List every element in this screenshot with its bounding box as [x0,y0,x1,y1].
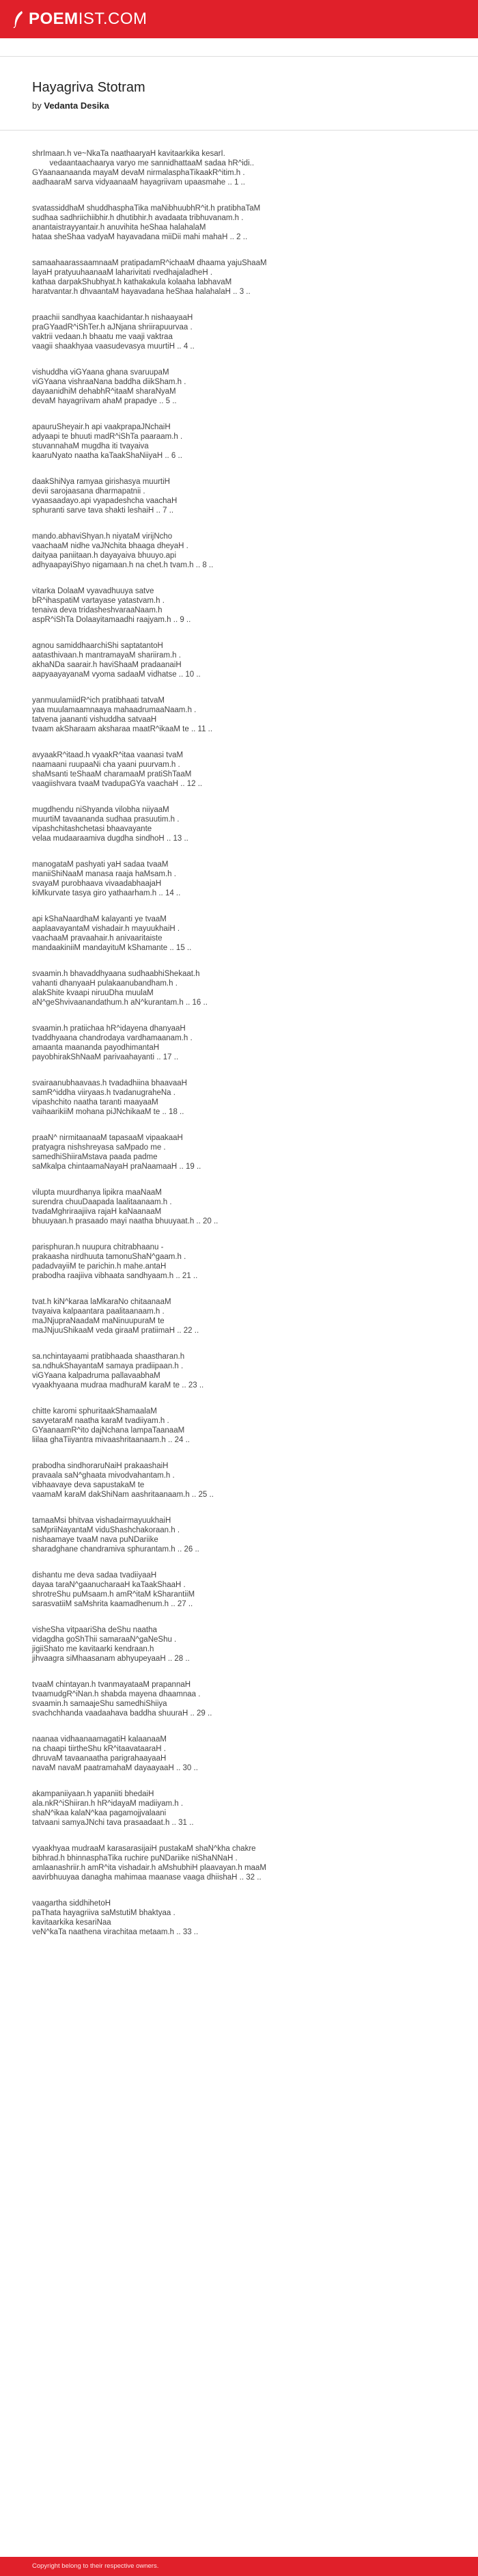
verse-line: shrotreShu puMsaam.h amR^itaM kSharantiiM [32,1590,195,1599]
verse-line: bR^ihaspatiM vartayase yatastvam.h . [32,597,165,605]
stanza [32,1789,449,1828]
verse-line: kaaruNyato naatha kaTaakShaNiiyaH .. 6 .. [32,452,182,460]
author-name[interactable]: Vedanta Desika [44,100,109,111]
verse-line: sa.ndhukShayantaM samaya pradiipaan.h . [32,1362,184,1370]
verse-line: sharadghane chandramiva sphurantam.h .. 26 .. [32,1545,199,1554]
verse-line: vibhaavaye deva sapustakaM te [32,1481,145,1489]
verse-line: mando.abhaviShyan.h niyataM virijNcho [32,532,173,541]
verse-line: svaamin.h samaajeShu samedhiShiiya [32,1700,167,1708]
verse-line: amlaanashriir.h amR^ita vishadair.h aMshubhiH plaavayan.h maaM [32,1864,266,1872]
verse-line: GYaanaanaanda mayaM devaM nirmalasphaTikaakR^itim.h . [32,169,245,177]
verse-line: tatvena jaananti vishuddha satvaaH [32,716,157,724]
verse-line: devaM hayagriivam ahaM prapadye .. 5 .. [32,397,177,405]
verse-line: sudhaa sadhriichiibhir.h dhutibhir.h avadaata tribhuvanam.h . [32,214,244,222]
stanza [32,1407,449,1445]
verse-line: svayaM purobhaava vivaadabhaajaH [32,880,162,888]
stanza [32,204,449,242]
verse-line: praachii sandhyaa kaachidantar.h nishaayaaH [32,314,193,322]
verse-line: jihvaagra siMhaasanam abhyupeyaaH .. 28 .. [32,1655,190,1663]
byline [32,100,109,111]
stanza [32,149,449,187]
verse-line: vilupta muurdhanya lipikra maaNaaM [32,1189,162,1197]
verse-line: amaanta maananda payodhimantaH [32,1044,160,1052]
verse-line: sa.nchintayaami pratibhaada shaastharan.h [32,1353,185,1361]
verse-line: tamaaMsi bhitvaa vishadairmayuukhaiH [32,1517,171,1525]
stanza [32,313,449,351]
verse-line: svaamin.h bhavaddhyaana sudhaabhiShekaat.h [32,970,200,978]
verse-line: daityaa paniitaan.h dayayaiva bhuuyo.api [32,552,176,560]
verse-line: pratyagra nishshreyasa saMpado me . [32,1143,166,1152]
verse-line: tvat.h kiN^karaa laMkaraNo chitaanaaM [32,1298,171,1306]
verse-line: viGYaana kalpadruma pallavaabhaM [32,1372,160,1380]
verse-line: GYaanaamR^ito dajNchana lampaTaanaaM [32,1426,185,1435]
stanza [32,368,449,406]
verse-line: pravaala saN^ghaata mivodvahantam.h . [32,1472,175,1480]
verse-line: tvaamudgR^iNan.h shabda mayena dhaamnaa . [32,1690,201,1698]
verse-line: svaamin.h pratiichaa hR^idayena dhanyaaH [32,1025,186,1033]
stanza [32,1516,449,1554]
verse-line: tenaiva deva tridasheshvaraaNaam.h [32,606,163,614]
stanza [32,914,449,953]
stanza [32,860,449,898]
verse-line: devii sarojaasana dharmapatnii . [32,487,145,496]
verse-line: jigiiShato me kavitaarki kendraan.h [32,1645,154,1653]
verse-line: prakaasha nirdhuuta tamonuShaN^gaam.h . [32,1253,186,1261]
stanza [32,477,449,515]
verse-line: velaa mudaaraamiva dugdha sindhoH .. 13 .. [32,835,188,843]
verse-line: stuvannahaM mugdha iti tvayaiva [32,442,149,450]
verse-line: tvayaiva kalpaantara paalitaanaam.h . [32,1307,165,1316]
verse-line: dhruvaM tavaanaatha parigrahaayaaH [32,1754,167,1763]
verse-line: surendra chuuDaapada laalitaanaam.h . [32,1198,172,1206]
verse-line: prabodha sindhoraruNaiH prakaashaiH [32,1462,169,1470]
verse-line: vaihaarikiiM mohana piJNchikaaM te .. 18 .. [32,1108,184,1116]
site-header [0,0,478,38]
stanza [32,422,449,461]
verse-line: vedaantaachaarya varyo me sannidhattaaM sadaa hR^idi.. [32,159,255,167]
verse-line: navaM navaM paatramahaM dayaayaaH .. 30 .. [32,1764,198,1772]
verse-line: dayaanidhiM dehabhR^itaaM sharaNyaM [32,388,176,396]
verse-line: tvaaM chintayan.h tvanmayataaM prapannaH [32,1681,191,1689]
verse-line: aavirbhuuyaa danagha mahimaa maanase vaaga dhiishaH .. 32 .. [32,1873,262,1882]
verse-line: viGYaana vishraaNana baddha diikSham.h . [32,378,186,386]
verse-line: liilaa ghaTiiyantra mivaashritaanaam.h .. 24 .. [32,1436,190,1444]
header-divider [0,56,478,57]
verse-line: agnou samiddhaarchiShi saptatantoH [32,642,163,650]
verse-line: sarasvatiiM saMshrita kaamadhenum.h .. 27 .. [32,1600,193,1608]
verse-line: maJNjuuShikaaM veda giraaM pratiimaH .. 22 .. [32,1327,199,1335]
verse-line: vipashchito naatha taranti maayaaM [32,1098,158,1107]
verse-line: vipashchitashchetasi bhaavayante [32,825,152,833]
stanza [32,1844,449,1882]
stanza [32,1297,449,1336]
verse-line: samR^iddha viiryaas.h tvadanugraheNa . [32,1089,175,1097]
verse-line: bhuuyaan.h prasaado mayi naatha bhuuyaat.h .. 20 .. [32,1217,219,1225]
verse-line: daakShiNya ramyaa girishasya muurtiH [32,478,170,486]
site-footer [0,2557,478,2576]
stanza [32,1571,449,1609]
stanza [32,1243,449,1281]
verse-line: praGYaadR^iShTer.h aJNjana shriirapuurvaa . [32,323,193,331]
stanza [32,805,449,843]
verse-line: maJNjupraNaadaM maNinuupuraM te [32,1317,165,1325]
verse-line: akhaNDa saarair.h haviShaaM pradaanaiH [32,661,182,669]
stanza [32,1735,449,1773]
copyright-text: Copyright belong to their respective owners. [32,2562,159,2570]
stanza [32,969,449,1007]
verse-line: svairaanubhaavaas.h tvadadhiina bhaavaaH [32,1079,187,1087]
verse-line: veN^kaTa naathena virachitaa metaam.h .. 33 .. [32,1928,199,1936]
verse-line: shaMsanti teShaaM charamaaM pratiShTaaM [32,770,192,778]
verse-line: vahanti dhanyaaH pulakaanubandham.h . [32,979,178,988]
site-logo-text: POEMIST.COM [29,10,147,28]
verse-line: naanaa vidhaanaamagatiH kalaanaaM [32,1735,167,1744]
verse-line: muurtiM tavaananda sudhaa prasuutim.h . [32,815,180,824]
stanza [32,258,449,297]
stanza [32,1461,449,1500]
stanza [32,532,449,570]
verse-line: aspR^iShTa Dolaayitamaadhi raajyam.h .. 9 .. [32,616,191,624]
stanza [32,1352,449,1390]
verse-line: tvaddhyaana chandrodaya vardhamaanam.h . [32,1034,193,1042]
verse-line: aatasthivaan.h mantramayaM shariiram.h . [32,651,181,660]
verse-line: saMpriiNayantaM viduShashchakoraan.h . [32,1526,180,1534]
verse-line: anantaistrayyantair.h anuvihita heShaa halahalaM [32,223,206,232]
stanza [32,1079,449,1117]
verse-line: maniiShiNaaM manasa raaja haMsam.h . [32,870,176,878]
verse-line: visheSha vitpaariSha deShu naatha [32,1626,157,1634]
verse-line: tvaam akSharaam aksharaa maatR^ikaaM te .. 11 .. [32,725,213,733]
verse-line: samedhiShiiraMstava paada padme [32,1153,158,1161]
verse-line: svatassiddhaM shuddhasphaTika maNibhuubhR^it.h pratibhaTaM [32,204,261,213]
poem-body [32,149,449,1953]
verse-line: bibhrad.h bhinnasphaTika ruchire puNDariike niShaNNaH . [32,1854,238,1862]
stanza [32,641,449,679]
verse-line: prabodha raajiiva vibhaata sandhyaam.h .. 21 .. [32,1272,198,1280]
verse-line: dayaa taraN^gaanucharaaH kaTaakShaaH . [32,1581,186,1589]
verse-line: svachchhanda vaadaahava baddha shuuraH .. 29 .. [32,1709,212,1718]
verse-line: naamaani ruupaaNi cha yaani puurvam.h . [32,761,180,769]
verse-line: adyaapi te bhuuti madR^iShTa paaraam.h . [32,433,183,441]
verse-line: manogataM pashyati yaH sadaa tvaaM [32,860,169,869]
verse-line: tvadaMghriraajiiva rajaH kaNaanaaM [32,1208,162,1216]
verse-line: parisphuran.h nuupura chitrabhaanu - [32,1243,164,1251]
stanza [32,1899,449,1937]
verse-line: praaN^ nirmitaanaaM tapasaaM vipaakaaH [32,1134,183,1142]
verse-line: vitarka DolaaM vyavadhuuya satve [32,587,154,595]
verse-line: aN^geShvivaanandathum.h aN^kurantam.h .. 16 .. [32,999,208,1007]
verse-line: vyaasaadayo.api vyapadeshcha vaachaH [32,497,178,505]
verse-line: kathaa darpakShubhyat.h kathakakula kolaaha labhavaM [32,278,232,286]
verse-line: aaplaavayantaM vishadair.h mayuukhaiH . [32,925,180,933]
verse-line: vidagdha goShThii samaraaN^gaNeShu . [32,1636,177,1644]
verse-line: paThata hayagriiva saMstutiM bhaktyaa . [32,1909,175,1917]
verse-line: api kShaNaardhaM kalayanti ye tvaaM [32,915,167,923]
verse-line: haratvantar.h dhvaantaM hayavadana heShaa halahalaH .. 3 .. [32,288,251,296]
stanza [32,696,449,734]
stanza [32,1680,449,1718]
verse-line: avyaakR^itaad.h vyaakR^itaa vaanasi tvaM [32,751,184,759]
verse-line: mugdhendu niShyanda vilobha niiyaaM [32,806,169,814]
feather-icon [12,10,25,28]
verse-line: vaktrii vedaan.h bhaatu me vaaji vaktraa [32,333,173,341]
stanza [32,1133,449,1171]
site-logo[interactable] [12,9,147,29]
verse-line: vyaakhyaa mudraaM karasarasijaiH pustakaM shaN^kha chakre [32,1845,256,1853]
verse-line: vaamaM karaM dakShiNam aashritaanaam.h .. 25 .. [32,1491,214,1499]
verse-line: shaN^ikaa kalaN^kaa pagamojjvalaani [32,1809,167,1817]
stanza [32,1024,449,1062]
verse-line: hataa sheShaa vadyaM hayavadana miiDii mahi mahaH .. 2 .. [32,233,248,241]
stanza [32,1188,449,1226]
verse-line: yanmuulamiidR^ich pratibhaati tatvaM [32,696,165,705]
title-divider [0,130,478,131]
verse-line: sphuranti sarve tava shakti leshaiH .. 7 .. [32,506,174,515]
verse-line: layaH pratyuuhaanaaM laharivitati rvedhajaladheH . [32,269,213,277]
verse-line: na chaapi tiirtheShu kR^itaavataaraH . [32,1745,166,1753]
byline-prefix: by [32,100,42,111]
verse-line: kavitaarkika kesariNaa [32,1919,111,1927]
verse-line: payobhirakShNaaM parivaahayanti .. 17 .. [32,1053,179,1061]
verse-line: mandaakiniiM mandayituM kShamante .. 15 .. [32,944,192,952]
verse-line: nishaamaye tvaaM nava puNDariike [32,1536,158,1544]
stanza [32,1625,449,1664]
verse-line: chitte karomi sphuritaakShamaalaM [32,1407,157,1415]
verse-line: samaahaarassaamnaaM pratipadamR^ichaaM dhaama yajuShaaM [32,259,267,267]
stanza [32,750,449,789]
verse-line: saMkalpa chintaamaNayaH praNaamaaH .. 19 .. [32,1163,201,1171]
verse-line: tatvaani samyaJNchi tava prasaadaat.h .. 31 .. [32,1819,194,1827]
verse-line: aadhaaraM sarva vidyaanaaM hayagriivam upaasmahe .. 1 .. [32,178,245,187]
verse-line: vaagii shaakhyaa vaasudevasya muurtiH .. 4 .. [32,342,195,351]
verse-line: kiMkurvate tasya giro yathaarham.h .. 14 .. [32,889,181,897]
verse-line: yaa muulamaamnaaya mahaadrumaaNaam.h . [32,706,197,714]
verse-line: aapyaayayanaM vyoma sadaaM vidhatse .. 10 .. [32,670,201,679]
verse-line: vishuddha viGYaana ghana svaruupaM [32,368,169,377]
verse-line: vyaakhyaana mudraa madhuraM karaM te .. 23 .. [32,1381,204,1389]
verse-line: alakShite kvaapi niruuDha muulaM [32,989,154,997]
verse-line: dishantu me deva sadaa tvadiiyaaH [32,1571,157,1580]
verse-line: adhyaapayiShyo nigamaan.h na chet.h tvam.h .. 8 .. [32,561,214,569]
verse-line: vaagiishvara tvaaM tvadupaGYa vaachaH .. 12 .. [32,780,203,788]
verse-line: akampaniiyaan.h yapaniiti bhedaiH [32,1790,154,1798]
verse-line: vaagartha siddhihetoH [32,1899,111,1908]
verse-line: ala.nkR^iShiiran.h hR^idayaM madiiyam.h . [32,1800,184,1808]
verse-line: vaachaaM nidhe vaJNchita bhaaga dheyaH . [32,542,188,550]
verse-line: shrImaan.h ve~NkaTa naathaaryaH kavitaarkika kesarI. [32,150,225,158]
stanza [32,586,449,625]
page-title: Hayagriva Stotram [32,80,145,95]
verse-line: vaachaaM pravaahair.h anivaaritaiste [32,934,163,943]
verse-line: apauruSheyair.h api vaakprapaJNchaiH [32,423,171,431]
verse-line: padadvayiiM te parichin.h mahe.antaH [32,1262,167,1271]
verse-line: savyetaraM naatha karaM tvadiiyam.h . [32,1417,169,1425]
